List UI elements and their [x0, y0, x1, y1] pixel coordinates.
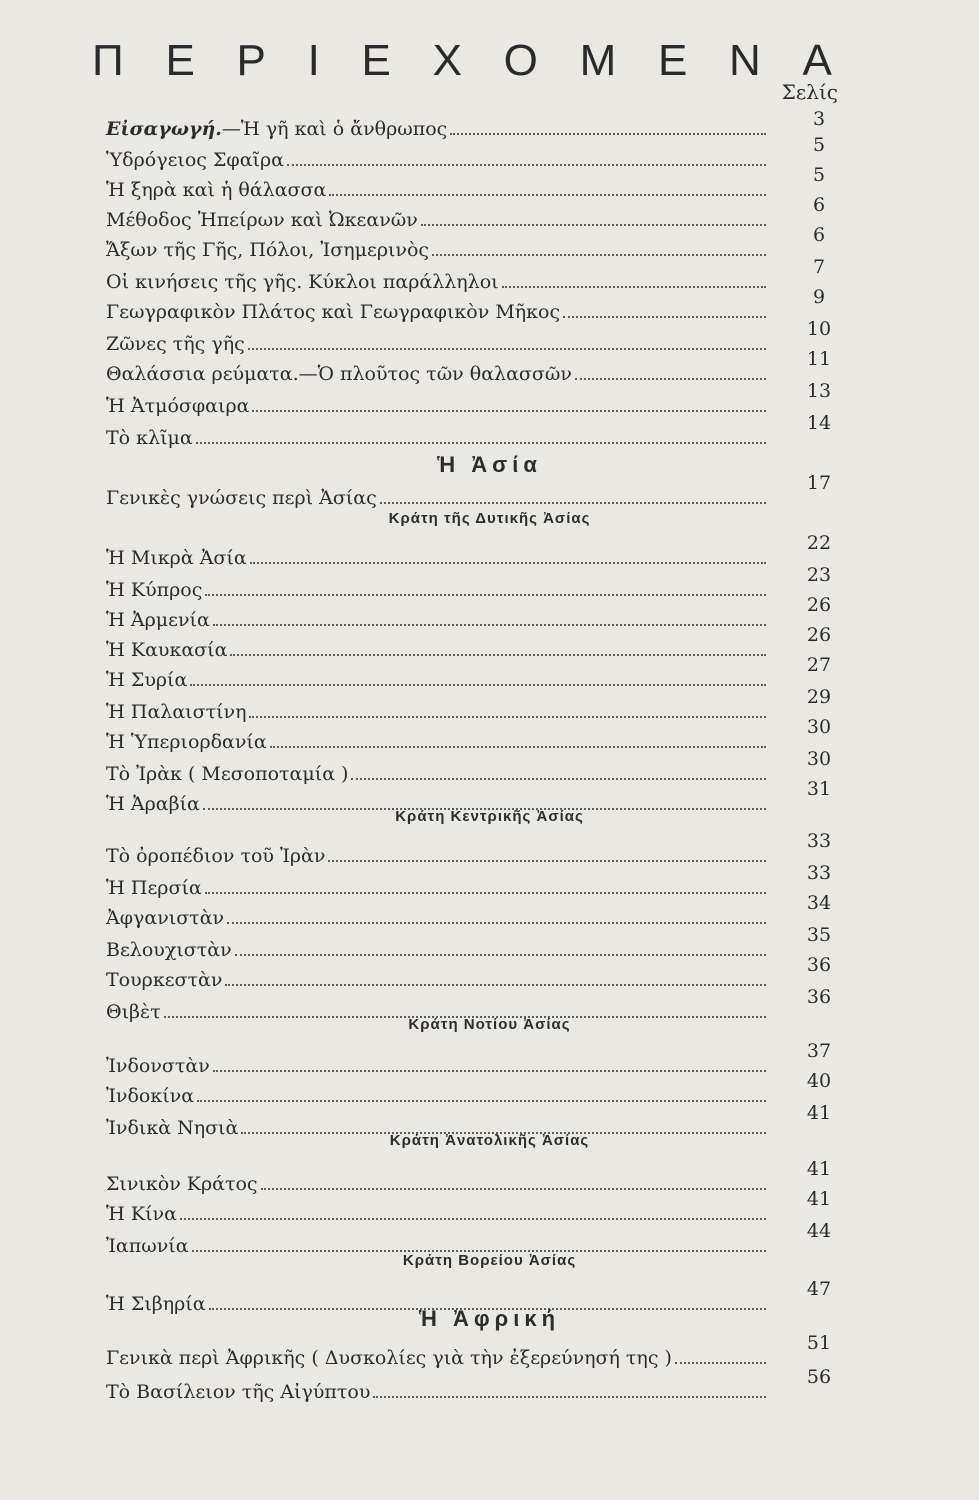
entry-label: Ἡ Περσία	[106, 877, 202, 899]
dot-leader	[329, 193, 766, 196]
page-number: 41	[806, 1102, 832, 1124]
toc-entry	[106, 1080, 766, 1108]
page-number: 33	[806, 862, 832, 884]
entry-label: Γενικὰ περὶ Ἀφρικῆς ( Δυσκολίες γιὰ τὴν ἐξερεύνησή της )	[106, 1347, 672, 1369]
dot-leader	[227, 921, 766, 924]
page-number: 9	[812, 286, 826, 308]
toc-entry	[106, 1050, 766, 1078]
dot-leader	[270, 745, 766, 748]
dot-leader	[328, 859, 766, 862]
toc-entry	[106, 604, 766, 632]
entry-label: Τὸ κλῖμα	[106, 427, 193, 449]
dot-leader	[196, 441, 766, 444]
page-number: 31	[806, 778, 832, 800]
subsection-heading: Κράτη τῆς Δυτικῆς Ἀσίας	[388, 510, 591, 527]
title-letter: Ε	[361, 36, 391, 85]
toc-entry	[106, 574, 766, 602]
intro-prefix: Εἰσαγωγή.	[106, 118, 222, 140]
entry-label: Μέθοδος Ἠπείρων καὶ Ὠκεανῶν	[106, 209, 418, 231]
dot-leader	[230, 653, 766, 656]
entry-label: Ἡ Καυκασία	[106, 639, 228, 661]
entry-label: Ἡ Συρία	[106, 669, 188, 691]
entry-label: Ἰνδοκίνα	[106, 1085, 195, 1107]
page-number: 6	[812, 224, 826, 246]
page-number: 11	[806, 348, 832, 370]
toc-entry	[106, 266, 766, 294]
dot-leader	[432, 253, 766, 256]
title-letter: Χ	[432, 36, 462, 85]
title-letter: Ο	[503, 36, 538, 85]
entry-label: Βελουχιστὰν	[106, 939, 232, 961]
dot-leader	[180, 1217, 766, 1220]
entry-label: Ζῶνες τῆς γῆς	[106, 333, 245, 355]
dot-leader	[261, 1187, 766, 1190]
subsection-heading: Κράτη Ἀνατολικῆς Ἀσίας	[389, 1132, 590, 1149]
dot-leader	[213, 1069, 766, 1072]
dot-leader	[197, 1099, 766, 1102]
toc-entry	[106, 204, 766, 232]
entry-label: Γεωγραφικὸν Πλάτος καὶ Γεωγραφικὸν Μῆκος	[106, 301, 561, 323]
entry-label: Ἡ ξηρὰ καὶ ἡ θάλασσα	[106, 179, 327, 201]
dot-leader	[235, 953, 766, 956]
toc-entry	[106, 390, 766, 418]
page-number: 36	[806, 986, 832, 1008]
page-number: 13	[806, 380, 832, 402]
section-heading-asia: Ἡ Ἀσία	[437, 452, 542, 477]
toc-entry	[106, 1342, 766, 1370]
page-number: 56	[806, 1366, 832, 1388]
page-number: 35	[806, 924, 832, 946]
page-number: 34	[806, 892, 832, 914]
entry-label: Οἱ κινήσεις τῆς γῆς. Κύκλοι παράλληλοι	[106, 271, 499, 293]
dot-leader	[205, 593, 766, 596]
dot-leader	[250, 561, 766, 564]
page-number: 30	[806, 748, 832, 770]
entry-label: Ἡ Ὑπεριορδανία	[106, 731, 267, 753]
toc-entry	[106, 840, 766, 868]
toc-entry	[106, 934, 766, 962]
title-letter: Α	[802, 36, 832, 85]
dot-leader	[252, 409, 766, 412]
page-number: 51	[806, 1332, 832, 1354]
toc-entry	[106, 872, 766, 900]
entry-label: Θιβὲτ	[106, 1001, 161, 1023]
page-number: 44	[806, 1220, 832, 1242]
toc-entry	[106, 542, 766, 570]
title-letter: Π	[92, 36, 124, 85]
dot-leader	[249, 715, 766, 718]
page-number: 23	[806, 564, 832, 586]
entry-label: Ἡ Ἀρμενία	[106, 609, 210, 631]
page-number: 5	[812, 164, 826, 186]
dot-leader	[502, 285, 766, 288]
entry-label: Ἡ Ἀραβία	[106, 793, 200, 815]
toc-entry	[106, 964, 766, 992]
entry-label: Ἡ Παλαιστίνη	[106, 701, 247, 723]
subsection-heading: Κράτη Νοτίου Ἀσίας	[408, 1016, 571, 1033]
page-number: 7	[812, 256, 826, 278]
dot-leader	[380, 501, 766, 504]
pages-column-header: Σελίς	[781, 80, 838, 104]
dot-leader	[575, 377, 766, 380]
entry-label: Ἡ Μικρὰ Ἀσία	[106, 547, 247, 569]
page-number: 10	[806, 318, 832, 340]
entry-label: Ἰνδονστὰν	[106, 1055, 210, 1077]
title-letter: Ε	[165, 36, 195, 85]
page-number: 5	[812, 134, 826, 156]
dot-leader	[225, 983, 766, 986]
dot-leader	[205, 891, 766, 894]
toc-entry	[106, 422, 766, 450]
dot-leader	[351, 777, 766, 780]
entry-label: Ἡ Ἀτμόσφαιρα	[106, 395, 250, 417]
entry-label: Γενικὲς γνώσεις περὶ Ἀσίας	[106, 487, 377, 509]
title-letter: Ν	[729, 36, 761, 85]
toc-entry	[106, 358, 766, 386]
page-number: 36	[806, 954, 832, 976]
toc-entry	[106, 296, 766, 324]
toc-entry	[106, 234, 766, 262]
intro-title: —Ἡ γῆ καὶ ὁ ἄνθρωπος	[221, 118, 448, 140]
dot-leader	[213, 623, 766, 626]
dot-leader	[287, 163, 766, 166]
toc-entry	[106, 482, 766, 510]
page-number: 47	[806, 1278, 832, 1300]
entry-label: Τὸ Βασίλειον τῆς Αἰγύπτου	[106, 1381, 371, 1403]
page-number: 29	[806, 686, 832, 708]
dot-leader	[248, 347, 766, 350]
title-letter: Ε	[657, 36, 688, 85]
section-heading-africa: Ἡ Ἀφρική	[418, 1306, 561, 1331]
page-number: 41	[806, 1158, 832, 1180]
toc-entry	[106, 1376, 766, 1404]
toc-entry	[106, 1168, 766, 1196]
page-number: 17	[806, 472, 832, 494]
dot-leader	[421, 223, 766, 226]
entry-label: Τὸ ὀροπέδιον τοῦ Ἰρὰν	[106, 845, 326, 867]
entry-label: Ἡ Κύπρος	[106, 579, 203, 601]
entry-label: Θαλάσσια ρεύματα.—Ὁ πλοῦτος τῶν θαλασσῶν	[106, 363, 572, 385]
entry-label: Τουρκεστὰν	[106, 969, 223, 991]
entry-label: Τὸ Ἰρὰκ ( Μεσοποταμία )	[106, 763, 349, 785]
entry-label: Ἀφγανιστὰν	[106, 907, 225, 929]
subsection-heading: Κράτη Βορείου Ἀσίας	[402, 1252, 577, 1269]
dot-leader	[563, 315, 766, 318]
page-number: 37	[806, 1040, 832, 1062]
entry-label: Ἡ Σιβηρία	[106, 1293, 206, 1315]
page-number: 26	[806, 594, 832, 616]
toc-entry	[106, 328, 766, 356]
toc-entry	[106, 634, 766, 662]
title-letter: Ι	[307, 36, 320, 85]
dot-leader	[675, 1361, 766, 1364]
toc-entry	[106, 758, 766, 786]
toc-entry	[106, 902, 766, 930]
page-number: 14	[806, 412, 832, 434]
dot-leader	[190, 683, 766, 686]
entry-label: Ἰνδικὰ Νησιὰ	[106, 1117, 239, 1139]
title-letter: Μ	[579, 36, 617, 85]
toc-entry	[106, 144, 766, 172]
page-number: 22	[806, 532, 832, 554]
page-number: 41	[806, 1188, 832, 1210]
toc-entry	[106, 174, 766, 202]
toc-entry	[106, 664, 766, 692]
subsection-heading: Κράτη Κεντρικῆς Ἀσίας	[395, 808, 584, 825]
toc-entry	[106, 1198, 766, 1226]
dot-leader	[373, 1395, 766, 1398]
page-number: 3	[812, 108, 826, 130]
entry-label: Ὑδρόγειος Σφαῖρα	[106, 149, 284, 171]
entry-label: Ἰαπωνία	[106, 1235, 189, 1257]
title-letter: Ρ	[236, 36, 266, 85]
entry-label: Ἡ Κίνα	[106, 1203, 177, 1225]
page-number: 6	[812, 194, 826, 216]
page-number: 30	[806, 716, 832, 738]
entry-label: Σινικὸν Κράτος	[106, 1173, 258, 1195]
page-number: 26	[806, 624, 832, 646]
toc-entry	[106, 696, 766, 724]
toc-entry	[106, 726, 766, 754]
entry-label: Ἄξων τῆς Γῆς, Πόλοι, Ἰσημερινὸς	[106, 239, 430, 261]
page-number: 40	[806, 1070, 832, 1092]
page-number: 27	[806, 654, 832, 676]
page-number: 33	[806, 830, 832, 852]
